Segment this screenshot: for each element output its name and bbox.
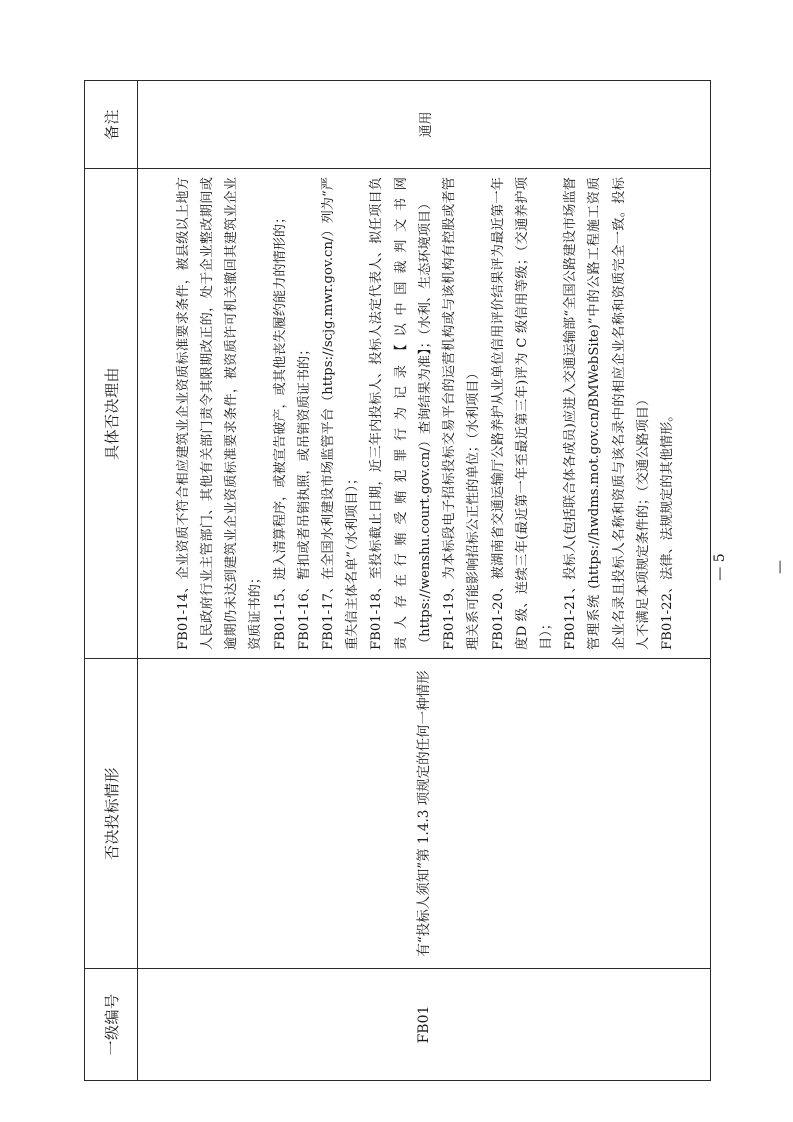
cell-situation: 有“投标人须知”第 1.4.3 项规定的任何一种情形: [138, 659, 711, 969]
reason-item: FB01-20、被湖南省交通运输厅公路养护从业单位信用评价结果评为最近第一年度D 级、连续三年(最近第一年至最近第三年)评为 C 级信用等级；（交通养护项目）；: [490, 177, 554, 650]
reason-item: FB01-14、企业资质不符合相应建筑业企业资质标准要求条件，被县级以上地方人民政府行业主管部门、其他有关部门责令其限期改正的，处于企业整改期间或逾期仍未达到建筑业企业资质标准要求条件，被资质许可机关撤回其建筑业企业资质证书的；: [175, 177, 264, 650]
reason-item: FB01-16、暂扣或者吊销执照，或吊销资质证书的；: [296, 342, 312, 650]
reason-item: FB01-15、进入清算程序，或被宣告破产，或其他丧失履约能力的情形的；: [272, 210, 288, 650]
header-situation: 否决投标情形: [85, 659, 138, 969]
header-remark: 备注: [85, 81, 138, 169]
cell-code: FB01: [138, 969, 711, 1081]
reason-item: FB01-17、在全国水利建设市场监管平台（https://scjg.mwr.gov.cn/）列为“严重失信主体名单”（水利项目）；: [321, 177, 361, 650]
header-reason: 具体否决理由: [85, 169, 138, 659]
cell-remark: 通用: [138, 81, 711, 169]
reason-item: FB01-19、为本标段电子招标投标交易平台的运营机构或与该机构有控股或者管理关系可能影响招标公正性的单位；（水利项目）: [442, 177, 482, 650]
reason-item: FB01-21、投标人(包括联合体各成员)应进入交通运输部“全国公路建设市场监督管理系统 (https://hwdms.mot.gov.cn/BMWebSite)”中的公路工程施工资质企业名录且投标人名称和资质与该名录中的相应企业名称和资质完全一致。投标人不满足本项规定条件的；（交通公路项目）: [563, 177, 651, 650]
rejection-table: [84, 80, 711, 1081]
table-row: [138, 81, 711, 1081]
reason-item: FB01-18、至投标截止日期，近三年内投标人、投标人法定代表人、拟任项目负责人存在行贿受贿犯罪行为记录【以中国裁判文书网（https://wenshu.court.gov.cn/）查询结果为准】；（水利、生态环境项目）: [369, 177, 433, 650]
header-row: [85, 81, 138, 1081]
header-code: 一级编号: [85, 969, 138, 1081]
cell-reasons: [138, 169, 711, 659]
reason-item: FB01-22、法律、法规规定的其他情形。: [659, 408, 675, 650]
rotated-table-wrapper: [84, 81, 711, 1081]
page-number: — 5 —: [712, 553, 788, 581]
reason-list: [168, 169, 680, 658]
